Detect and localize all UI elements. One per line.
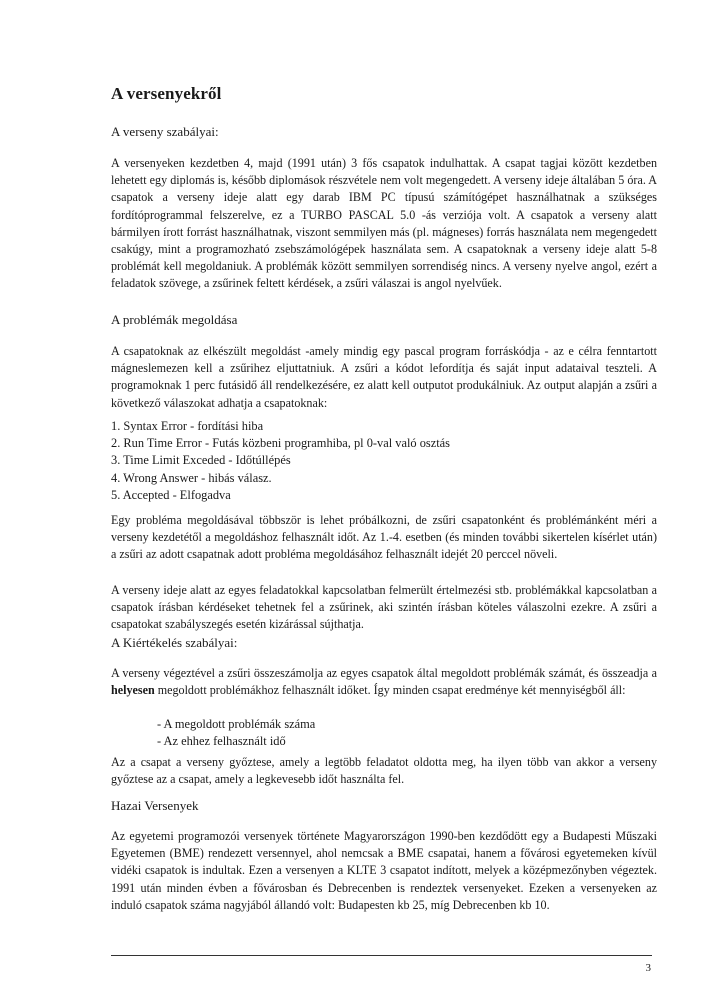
list-item: 4. Wrong Answer - hibás válasz. [111,470,272,485]
document-page [111,0,657,1001]
paragraph-domestic: Az egyetemi programozói versenyek története Magyarországon 1990-ben kezdődött egy a Budapesti Műszaki Egyetemen (BME) rendezett versennyel, ahol nemcsak a BME csapatai, hanem a fővárosi egyetemeken kívül vidéki csapatok is indultak. Ezen a versenyen a KLTE 3 csapatot indított, melyek a középmezőnyben végeztek. 1991 után minden évben a fővárosban és Debrecenben is rendeztek versenyeket. Ezeken a versenyeken az induló csapatok száma nagyjából állandó volt: Budapesten kb 25, míg Debrecenben kb 10. [111,829,657,912]
list-item: - Az ehhez felhasznált idő [157,734,286,749]
page-number: 3 [645,962,651,974]
list-item: 5. Accepted - Elfogadva [111,487,231,502]
paragraph-evaluation-text-1: A verseny végeztével a zsűri összeszámolja az egyes csapatok által megoldott problémák számát, és összeadja a [111,666,657,680]
list-item: 1. Syntax Error - fordítási hiba [111,419,264,433]
list-item: 3. Time Limit Exceded - Időtúllépés [111,453,291,468]
document-title: A versenyekről [111,84,222,103]
paragraph-solutions: A csapatoknak az elkészült megoldást -amely mindig egy pascal program forráskódja - az e célra fenntartott mágneslemezen kell a zsűrihez eljuttatniuk. A zsűri a kódot lefordítja és saját input adataival teszteli. A programoknak 1 perc futásidő áll rendelkezésére, ez alatt kell outputot produkálniuk. Az output alapján a zsűri a következő válaszokat adhatja a csapatoknak: [111,344,657,410]
heading-rules: A verseny szabályai: [111,124,219,139]
paragraph-winner: Az a csapat a verseny győztese, amely a legtöbb feladatot oldotta meg, ha ilyen több van akkor a verseny győztese az a csapat, amely a legkevesebb időt használta fel. [111,755,657,787]
paragraph-evaluation-text-2: megoldott problémákhoz felhasznált időket. Így minden csapat eredménye két mennyiségből áll: [154,683,626,698]
heading-evaluation: A Kiértékelés szabályai: [111,635,238,650]
paragraph-attempts: Egy probléma megoldásával többször is lehet próbálkozni, de zsűri csapatonként és problémánként méri a verseny kezdetétől a megoldáshoz felhasznált időt. Az 1.-4. esetben (és minden további sikertelen kísérlet után) a zsűri az adott csapatnak adott probléma megoldásához felhasznált idejét 20 perccel növeli. [111,513,657,562]
criteria-list [111,716,315,750]
list-item: - A megoldott problémák száma [157,717,316,731]
heading-domestic: Hazai Versenyek [111,798,199,813]
paragraph-rules: A versenyeken kezdetben 4, majd (1991 után) 3 fős csapatok indulhattak. A csapat tagjai között kezdetben lehetett egy diplomás is, később diplomások részvétele nem volt megengedett. A verseny ideje általában 5 óra. A csapatok a verseny ideje alatt egy darab IBM PC típusú számítógépet használhatnak a szükséges fordítóprogrammal felszerelve, ez a TURBO PASCAL 5.0 -ás verziója volt. A csapatok a verseny alatt bármilyen írott forrást használhatnak, viszont semmilyen más (pl. mágneses) forrás használata nem megengedett csakúgy, mint a programozható zsebszámológépek használata sem. A csapatoknak a verseny ideje alatt 5-8 problémát kell megoldaniuk. A problémák között semmilyen sorrendiség nincs. A verseny nyelve angol, ezért a feladatok szövege, a zsűrinek feltett kérdések, a zsűri válaszai is angol nyelvűek. [111,156,657,291]
footer-rule [111,955,652,956]
response-list [111,418,450,504]
paragraph-evaluation [111,665,657,699]
heading-solutions: A problémák megoldása [111,312,238,327]
paragraph-questions: A verseny ideje alatt az egyes feladatokkal kapcsolatban felmerült értelmezési stb. problémákkal kapcsolatban a csapatok írásban kérdéseket tehetnek fel a zsűrinek, aki szintén írásban köteles válaszolni ezekre. A zsűri a csapatokat szabályszegés esetén kizárással sújthatja. [111,583,657,632]
list-item: 2. Run Time Error - Futás közbeni programhiba, pl 0-val való osztás [111,436,450,451]
paragraph-evaluation-emphasis: helyesen [111,683,155,698]
